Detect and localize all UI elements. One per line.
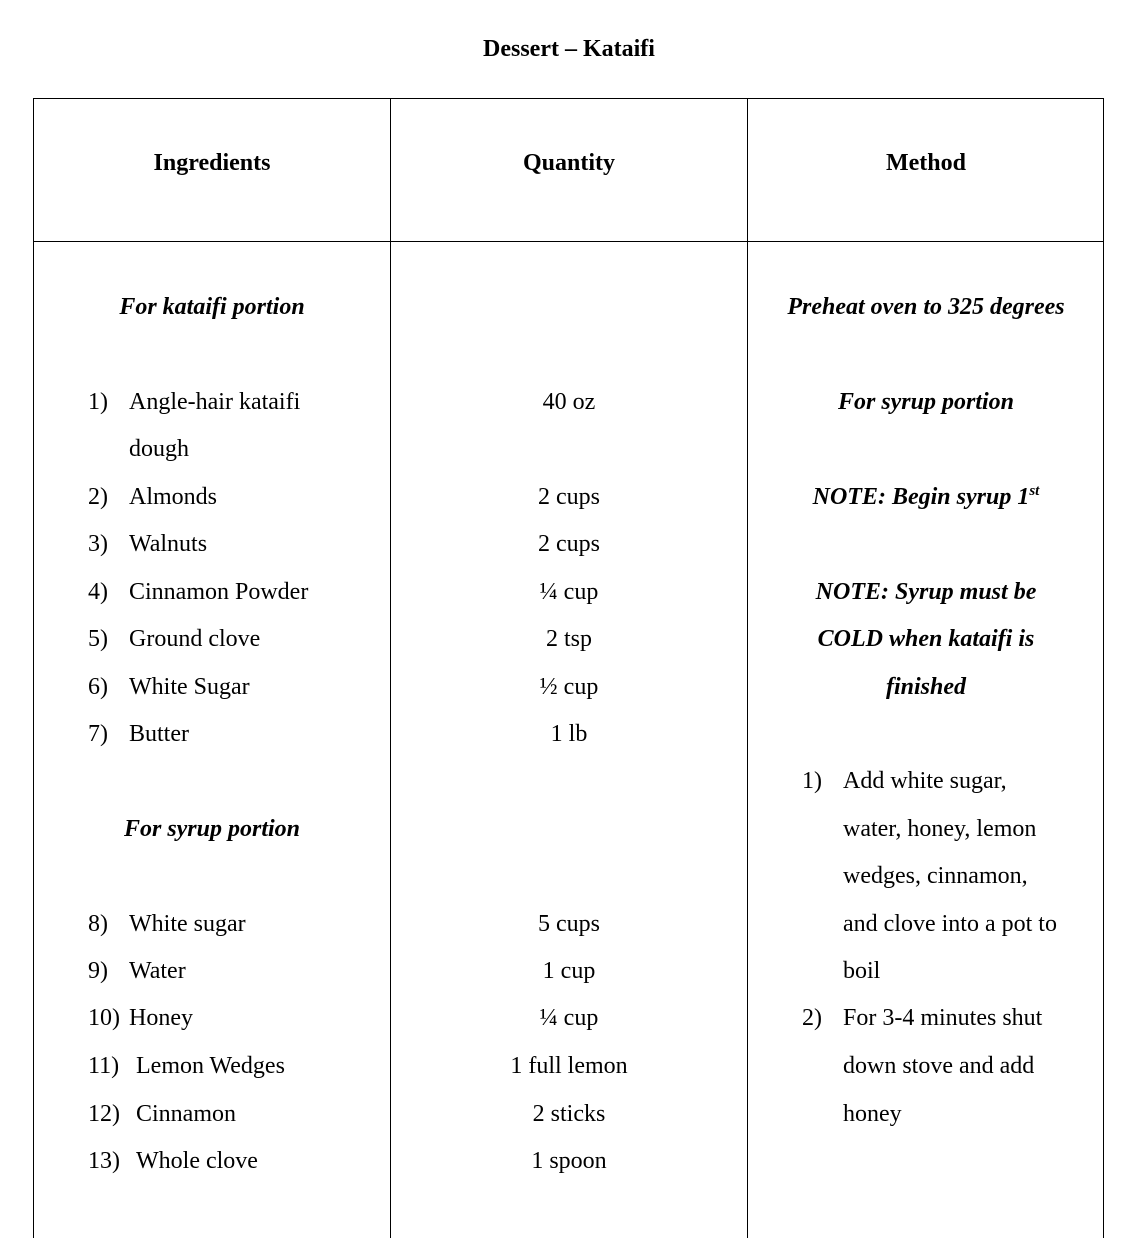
ingredient-name: Butter — [129, 721, 189, 747]
ingredient-number: 2) — [88, 484, 108, 510]
syrup-section-heading: For syrup portion — [123, 816, 301, 842]
method-step-text: down stove and add — [843, 1053, 1035, 1079]
quantity-value: 1 cup — [542, 958, 596, 984]
ingredient-name: White Sugar — [129, 674, 250, 700]
quantity-value: ¼ cup — [539, 579, 599, 605]
ingredient-name: Walnuts — [129, 531, 208, 557]
ingredient-name: Water — [129, 958, 186, 984]
ingredient-number: 7) — [88, 721, 108, 747]
header-divider — [34, 241, 1103, 242]
method-step-text: wedges, cinnamon, — [843, 863, 1028, 889]
ingredient-number: 8) — [88, 911, 108, 937]
quantity-value: ¼ cup — [539, 1005, 599, 1031]
method-step-text: water, honey, lemon — [843, 816, 1037, 842]
ingredient-name: White sugar — [129, 911, 246, 937]
header-ingredients: Ingredients — [153, 150, 271, 176]
quantity-value: 1 spoon — [531, 1148, 607, 1174]
quantity-value: 40 oz — [542, 389, 596, 415]
quantity-value: 2 cups — [538, 484, 600, 510]
quantity-value: ½ cup — [539, 674, 599, 700]
method-step-text: and clove into a pot to — [843, 911, 1057, 937]
ingredient-number: 11) — [88, 1053, 120, 1079]
ingredient-name: Lemon Wedges — [136, 1053, 285, 1079]
document-title: Dessert – Kataifi — [483, 36, 655, 62]
quantity-value: 5 cups — [538, 911, 600, 937]
method-step-number: 2) — [802, 1005, 822, 1031]
quantity-value: 2 tsp — [545, 626, 592, 652]
note-syrup-cold-line: NOTE: Syrup must be — [815, 579, 1037, 605]
ingredient-number: 3) — [88, 531, 108, 557]
ingredient-number: 10) — [88, 1005, 120, 1031]
note-syrup-cold-line: COLD when kataifi is — [817, 626, 1035, 652]
method-step-number: 1) — [802, 768, 822, 794]
header-quantity: Quantity — [522, 150, 615, 176]
method-step-text: honey — [843, 1101, 902, 1127]
ingredient-number: 6) — [88, 674, 108, 700]
method-step-text: Add white sugar, — [843, 768, 1007, 794]
ingredient-number: 12) — [88, 1101, 120, 1127]
kataifi-section-heading: For kataifi portion — [119, 294, 305, 320]
quantity-value: 2 cups — [538, 531, 600, 557]
ingredient-number: 4) — [88, 579, 108, 605]
ingredient-name: Cinnamon — [136, 1101, 236, 1127]
preheat-instruction: Preheat oven to 325 degrees — [787, 294, 1065, 320]
ingredient-name-continued: dough — [129, 436, 189, 462]
quantity-value: 1 lb — [550, 721, 588, 747]
ingredient-name: Angle-hair kataifi — [129, 389, 301, 415]
method-step-text: boil — [843, 958, 881, 984]
quantity-value: 2 sticks — [532, 1101, 606, 1127]
method-syrup-heading: For syrup portion — [837, 389, 1015, 415]
ingredient-name: Cinnamon Powder — [129, 579, 309, 605]
ingredient-name: Ground clove — [129, 626, 261, 652]
ingredient-number: 9) — [88, 958, 108, 984]
ingredient-number: 1) — [88, 389, 108, 415]
ingredient-number: 13) — [88, 1148, 120, 1174]
column-divider — [747, 99, 748, 1238]
note-begin-syrup: NOTE: Begin syrup 1st — [812, 483, 1040, 510]
ingredient-name: Honey — [129, 1005, 193, 1031]
ingredient-number: 5) — [88, 626, 108, 652]
header-method: Method — [886, 150, 966, 176]
ingredient-name: Almonds — [129, 484, 218, 510]
method-step-text: For 3-4 minutes shut — [843, 1005, 1043, 1031]
recipe-table — [33, 98, 1104, 1238]
note-syrup-cold-line: finished — [885, 674, 966, 700]
quantity-value: 1 full lemon — [510, 1053, 628, 1079]
ingredient-name: Whole clove — [136, 1148, 258, 1174]
